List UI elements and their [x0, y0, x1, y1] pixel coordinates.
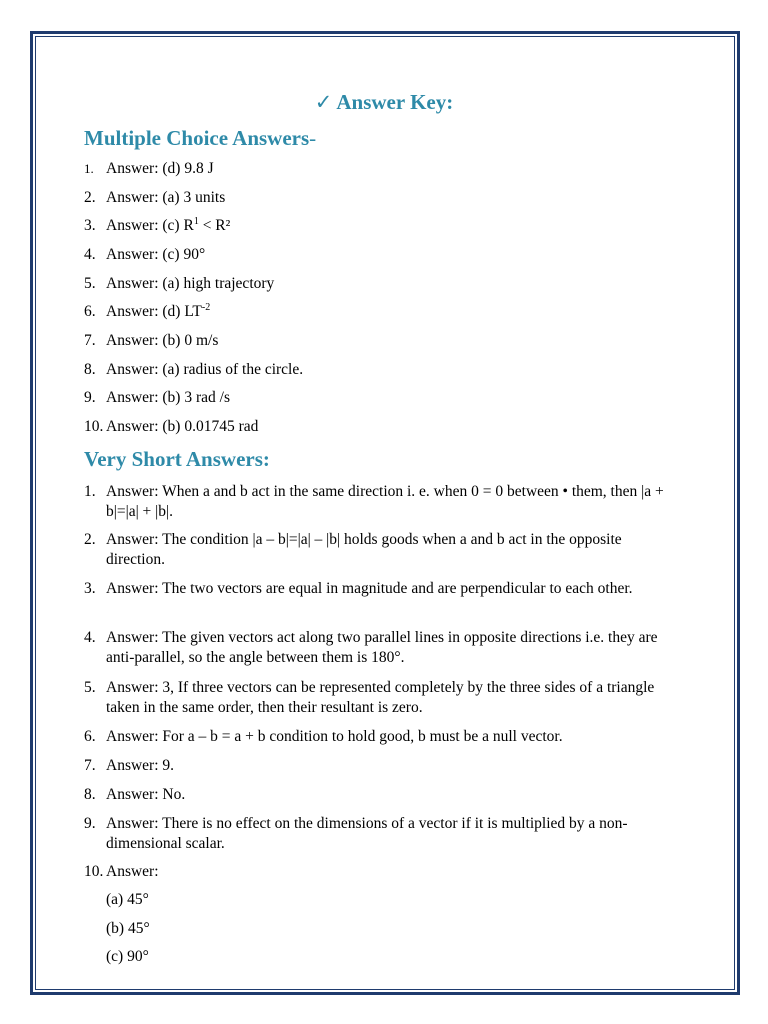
list-number: 6.	[84, 728, 96, 745]
answer-text: Answer: There is no effect on the dimensions of a vector if it is multiplied by a non-dimensional scalar.	[106, 815, 628, 852]
list-number: 3.	[84, 217, 96, 234]
answer-text: Answer: For a – b = a + b condition to hold good, b must be a null vector.	[106, 728, 563, 745]
list-number: 2.	[84, 189, 96, 206]
mcq-answer-3	[84, 216, 230, 236]
list-number: 5.	[84, 679, 96, 696]
answer-text: Answer: (d) LT	[106, 303, 202, 320]
vsa-answer-10b: (b) 45°	[106, 920, 150, 937]
list-number: 4.	[84, 246, 96, 263]
vsa-answer-9	[84, 814, 684, 854]
answer-text: Answer: (b) 0.01745 rad	[106, 418, 259, 435]
list-number: 3.	[84, 580, 96, 597]
list-number: 10.	[84, 418, 104, 435]
list-number: 4.	[84, 629, 96, 646]
list-number: 9.	[84, 389, 96, 406]
mcq-answer-2	[84, 188, 225, 208]
vsa-answer-1	[84, 482, 684, 522]
vsa-answer-2	[84, 530, 684, 570]
answer-key-title	[0, 87, 768, 117]
list-number: 1.	[84, 483, 96, 500]
answer-text: Answer: (a) 3 units	[106, 189, 226, 206]
list-number: 8.	[84, 786, 96, 803]
list-number: 8.	[84, 361, 96, 378]
vsa-answer-10a: (a) 45°	[106, 891, 149, 908]
answer-text: Answer: The two vectors are equal in magnitude and are perpendicular to each other.	[106, 580, 633, 597]
vsa-answer-8	[84, 785, 684, 805]
mcq-heading-dash: -	[309, 126, 317, 150]
list-number: 7.	[84, 757, 96, 774]
answer-text: Answer: (a) radius of the circle.	[106, 361, 304, 378]
mcq-heading-text: Multiple Choice Answers	[84, 126, 310, 150]
list-number: 9.	[84, 815, 96, 832]
answer-text-tail: < R²	[198, 217, 231, 234]
answer-key-title-text: Answer Key:	[336, 90, 454, 114]
list-number: 1.	[84, 161, 94, 176]
vsa-answer-7	[84, 756, 684, 776]
list-number: 5.	[84, 275, 96, 292]
answer-text: Answer: The given vectors act along two parallel lines in opposite directions i.e. they are anti-parallel, so the angle between them is 180°.	[106, 629, 658, 666]
mcq-answer-7	[84, 331, 218, 351]
mcq-answer-9	[84, 388, 230, 408]
vsa-answer-5	[84, 678, 684, 718]
answer-text: Answer: (c) 90°	[106, 246, 206, 263]
mcq-answer-10	[84, 417, 258, 437]
superscript: -2	[201, 302, 211, 313]
answer-text: Answer: 3, If three vectors can be represented completely by the three sides of a triangle taken in the same order, then their resultant is zero.	[106, 679, 655, 716]
answer-text: Answer: No.	[106, 786, 186, 803]
superscript: 1	[193, 216, 199, 227]
vsa-answer-6	[84, 727, 684, 747]
vsa-answer-3	[84, 579, 684, 599]
mcq-answer-5	[84, 274, 274, 294]
answer-text: Answer: (b) 3 rad /s	[106, 389, 230, 406]
list-number: 2.	[84, 531, 96, 548]
mcq-answer-8	[84, 360, 303, 380]
answer-text: Answer: (c) R	[106, 217, 194, 234]
vsa-answer-10	[84, 862, 684, 882]
answer-text: Answer: (d) 9.8 J	[106, 160, 214, 177]
answer-text: Answer: 9.	[106, 757, 175, 774]
mcq-answer-6	[84, 302, 210, 322]
list-number: 7.	[84, 332, 96, 349]
vsa-answer-10c: (c) 90°	[106, 948, 149, 965]
vsa-heading: Very Short Answers:	[84, 447, 270, 471]
answer-text: Answer: (b) 0 m/s	[106, 332, 219, 349]
vsa-answer-4	[84, 628, 684, 668]
list-number: 10.	[84, 863, 104, 880]
mcq-heading	[84, 124, 316, 152]
answer-text: Answer: (a) high trajectory	[106, 275, 275, 292]
checkmark-icon: ✓	[314, 90, 333, 114]
answer-text: Answer: When a and b act in the same direction i. e. when 0 = 0 between • them, then |a + b|=|a| + |b|.	[106, 483, 664, 520]
mcq-answer-1	[84, 159, 214, 179]
answer-text: Answer:	[106, 863, 159, 880]
answer-text: Answer: The condition |a – b|=|a| – |b| holds goods when a and b act in the opposite direction.	[106, 531, 622, 568]
list-number: 6.	[84, 303, 96, 320]
mcq-answer-4	[84, 245, 205, 265]
